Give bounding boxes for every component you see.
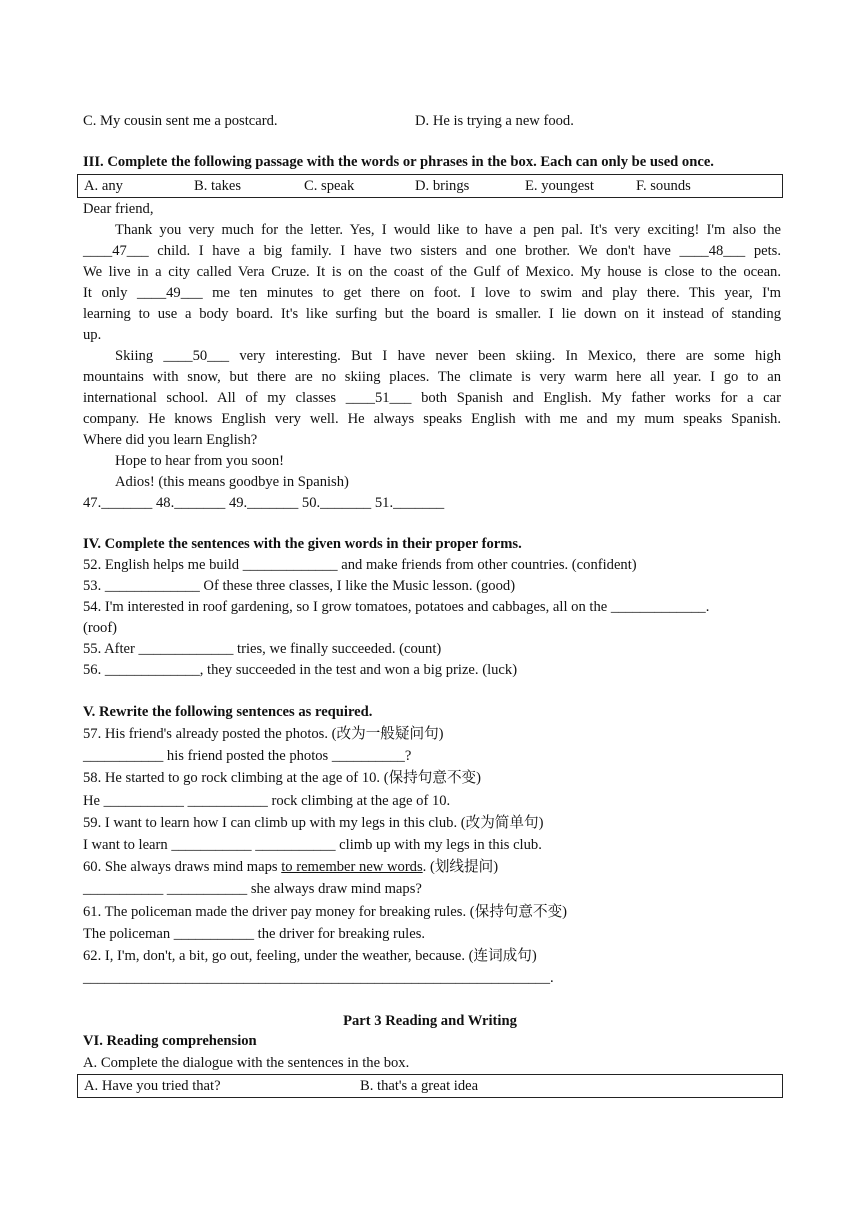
- passage-line: We live in a city called Vera Cruze. It is on the coast of the Gulf of Mexico. My house is close to the ocean.: [83, 264, 781, 280]
- sentence-box: [77, 1074, 783, 1098]
- word-option: E. youngest: [525, 178, 594, 194]
- answer-61: The policeman ___________ the driver for breaking rules.: [83, 926, 426, 942]
- option-d: D. He is trying a new food.: [415, 113, 574, 129]
- question-60-text: 60. She always draws mind maps: [83, 859, 282, 875]
- question-61: 61. The policeman made the driver pay money for breaking rules. (保持句意不变): [83, 904, 568, 920]
- question-60-instruction: . (划线提问): [422, 859, 499, 875]
- answer-59: I want to learn ___________ ___________ climb up with my legs in this club.: [83, 837, 542, 853]
- question-62: 62. I, I'm, don't, a bit, go out, feeling, under the weather, because. (连词成句): [83, 948, 537, 964]
- word-option: F. sounds: [636, 178, 691, 194]
- question-58: 58. He started to go rock climbing at the age of 10. (保持句意不变): [83, 770, 481, 786]
- passage-line: up.: [83, 327, 102, 343]
- question-59: 59. I want to learn how I can climb up with my legs in this club. (改为简单句): [83, 815, 544, 831]
- question-52: 52. English helps me build _____________ and make friends from other countries. (confident): [83, 557, 637, 573]
- passage-line: ____47___ child. I have a big family. I have two sisters and one brother. We don't have ____48___ pets.: [83, 243, 781, 259]
- question-57: 57. His friend's already posted the photos. (改为一般疑问句): [83, 726, 444, 742]
- sentence-option: A. Have you tried that?: [84, 1078, 221, 1094]
- question-53: 53. _____________ Of these three classes, I like the Music lesson. (good): [83, 578, 516, 594]
- passage-line: mountains with snow, but there are no skiing places. The climate is very warm here all year. I go to an: [83, 369, 781, 385]
- section3-heading: III. Complete the following passage with the words or phrases in the box. Each can only be used once.: [83, 154, 714, 170]
- letter-closing: Hope to hear from you soon!: [115, 453, 285, 469]
- passage-line: international school. All of my classes ____51___ both Spanish and English. My father works for a car: [83, 390, 781, 406]
- part3-title: Part 3 Reading and Writing: [343, 1013, 517, 1029]
- option-c: C. My cousin sent me a postcard.: [83, 113, 278, 129]
- word-option: B. takes: [194, 178, 242, 194]
- word-option: A. any: [84, 178, 123, 194]
- letter-greeting: Dear friend,: [83, 201, 154, 217]
- answer-57: ___________ his friend posted the photos __________?: [83, 748, 412, 764]
- passage-line: learning to use a body board. It's like surfing but the board is smaller. I lie down on it instead of standing: [83, 306, 781, 322]
- answer-58: He ___________ ___________ rock climbing at the age of 10.: [83, 793, 451, 809]
- word-option: C. speak: [304, 178, 355, 194]
- question-54-hint: (roof): [83, 620, 118, 636]
- passage-line: Thank you very much for the letter. Yes, I would like to have a pen pal. It's very exciting! I'm also the: [115, 222, 781, 238]
- question-56: 56. _____________, they succeeded in the test and won a big prize. (luck): [83, 662, 518, 678]
- letter-signoff: Adios! (this means goodbye in Spanish): [115, 474, 349, 490]
- passage-line: Skiing ____50___ very interesting. But I have never been skiing. In Mexico, there are some high: [115, 348, 781, 364]
- section6-subheading: A. Complete the dialogue with the sentences in the box.: [83, 1055, 410, 1071]
- section6-heading: VI. Reading comprehension: [83, 1033, 257, 1049]
- word-box: [77, 174, 783, 198]
- section4-heading: IV. Complete the sentences with the given words in their proper forms.: [83, 536, 522, 552]
- question-60: [83, 858, 498, 876]
- section5-heading: V. Rewrite the following sentences as required.: [83, 704, 373, 720]
- passage-line: Where did you learn English?: [83, 432, 258, 448]
- underlined-phrase: to remember new words: [281, 859, 423, 875]
- answer-blanks: 47._______ 48._______ 49._______ 50._______ 51._______: [83, 495, 445, 511]
- word-option: D. brings: [415, 178, 470, 194]
- question-55: 55. After _____________ tries, we finally succeeded. (count): [83, 641, 442, 657]
- question-54: 54. I'm interested in roof gardening, so I grow tomatoes, potatoes and cabbages, all on the _____________.: [83, 599, 710, 615]
- sentence-option: B. that's a great idea: [360, 1078, 479, 1094]
- passage-line: company. He knows English very well. He always speaks English with me and my mum speaks Spanish.: [83, 411, 781, 427]
- passage-line: It only ____49___ me ten minutes to get there on foot. I love to swim and play there. This year, I'm: [83, 285, 781, 301]
- answer-60: ___________ ___________ she always draw mind maps?: [83, 881, 422, 897]
- answer-62: ________________________________________________________________.: [83, 970, 554, 986]
